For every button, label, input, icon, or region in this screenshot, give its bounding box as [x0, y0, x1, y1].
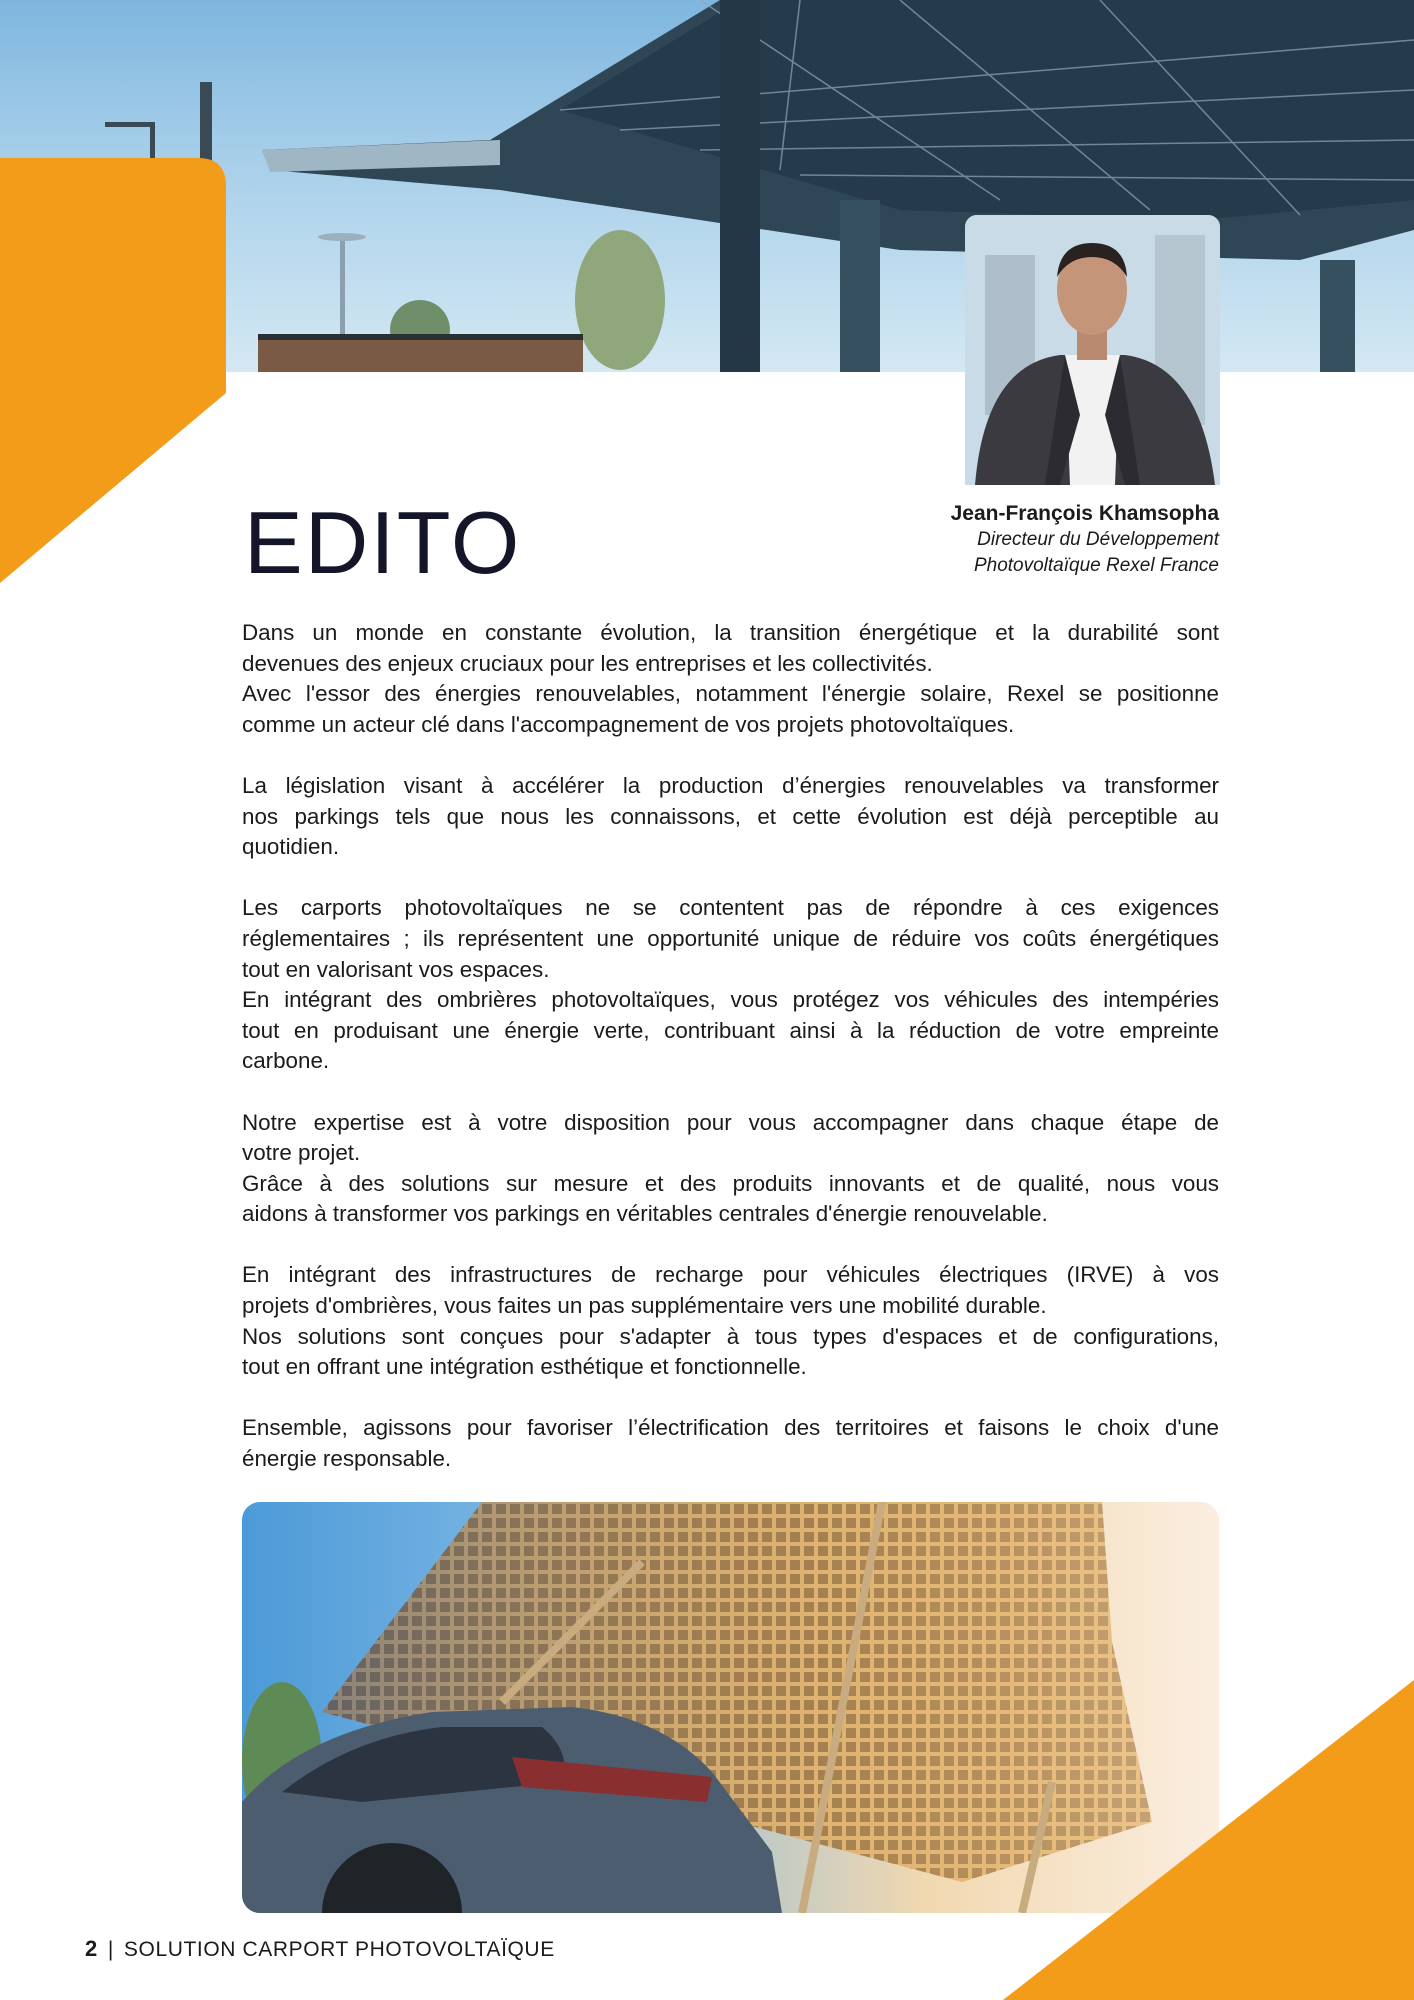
- author-name: Jean-François Khamsopha: [950, 502, 1219, 525]
- sentence-block: [242, 679, 1219, 740]
- author-role-line-2: Photovoltaïque Rexel France: [973, 555, 1219, 576]
- text-line: Notre expertise est à votre disposition pour vous accompagner dans chaque étape de: [242, 1109, 1219, 1135]
- text-line: En intégrant des ombrières photovoltaïques, vous protégez vos véhicules des intempéries: [242, 987, 1219, 1013]
- text-line: Nos solutions sont conçues pour s'adapter à tous types d'espaces et de configurations,: [242, 1323, 1219, 1349]
- carport-with-car-photo: [242, 1502, 1219, 1913]
- text-line: quotidien.: [242, 834, 340, 860]
- sentence-block: [242, 1260, 1219, 1321]
- text-line: En intégrant des infrastructures de recharge pour véhicules électriques (IRVE) à vos: [242, 1262, 1219, 1288]
- text-line: comme un acteur clé dans l'accompagnement de vos projets photovoltaïques.: [242, 711, 1015, 737]
- text-line: Dans un monde en constante évolution, la transition énergétique et la durabilité sont: [242, 620, 1219, 645]
- author-signature: [951, 500, 1219, 579]
- text-line: carbone.: [242, 1048, 330, 1074]
- page-number: 2: [85, 1936, 98, 1961]
- text-line: Avec l'essor des énergies renouvelables, notamment l'énergie solaire, Rexel se positionne: [242, 681, 1219, 707]
- footer-section-title: SOLUTION CARPORT PHOTOVOLTAÏQUE: [123, 1938, 555, 1961]
- text-line: Ensemble, agissons pour favoriser l’électrification des territoires et faisons le choix d'une: [242, 1415, 1219, 1441]
- sentence-block: [242, 618, 1219, 679]
- paragraph: [242, 1108, 1219, 1230]
- text-line: devenues des enjeux cruciaux pour les entreprises et les collectivités.: [242, 650, 933, 676]
- text-line: tout en produisant une énergie verte, contribuant ainsi à la réduction de votre empreinte: [242, 1017, 1219, 1043]
- paragraph: [242, 771, 1219, 863]
- text-line: Les carports photovoltaïques ne se contentent pas de répondre à ces exigences: [242, 895, 1219, 921]
- text-line: réglementaires ; ils représentent une opportunité unique de réduire vos coûts énergétiques: [242, 925, 1219, 951]
- sentence-block: [242, 1108, 1219, 1169]
- author-portrait-photo: [965, 215, 1220, 485]
- sentence-block: [242, 985, 1219, 1077]
- paragraph: [242, 893, 1219, 1077]
- text-line: Grâce à des solutions sur mesure et des produits innovants et de qualité, nous vous: [242, 1170, 1219, 1196]
- text-line: projets d'ombrières, vous faites un pas supplémentaire vers une mobilité durable.: [242, 1293, 1047, 1319]
- paragraph: [242, 618, 1219, 740]
- text-line: nos parkings tels que nous les connaissons, et cette évolution est déjà perceptible au: [242, 803, 1219, 829]
- sentence-block: [242, 1413, 1219, 1474]
- editorial-body: [242, 618, 1219, 1505]
- text-line: aidons à transformer vos parkings en véritables centrales d'énergie renouvelable.: [242, 1201, 1048, 1227]
- page-footer: [85, 1936, 555, 1962]
- text-line: La législation visant à accélérer la production d’énergies renouvelables va transformer: [242, 772, 1219, 798]
- sentence-block: [242, 1322, 1219, 1383]
- paragraph: [242, 1413, 1219, 1474]
- author-role-line-1: Directeur du Développement: [977, 529, 1219, 550]
- sentence-block: [242, 771, 1219, 863]
- text-line: tout en valorisant vos espaces.: [242, 956, 550, 982]
- footer-separator: |: [107, 1938, 114, 1961]
- sentence-block: [242, 1169, 1219, 1230]
- paragraph: [242, 1260, 1219, 1382]
- text-line: énergie responsable.: [242, 1446, 452, 1472]
- text-line: tout en offrant une intégration esthétique et fonctionnelle.: [242, 1354, 807, 1380]
- page-title: EDITO: [244, 493, 522, 592]
- sentence-block: [242, 893, 1219, 985]
- text-line: votre projet.: [242, 1140, 361, 1166]
